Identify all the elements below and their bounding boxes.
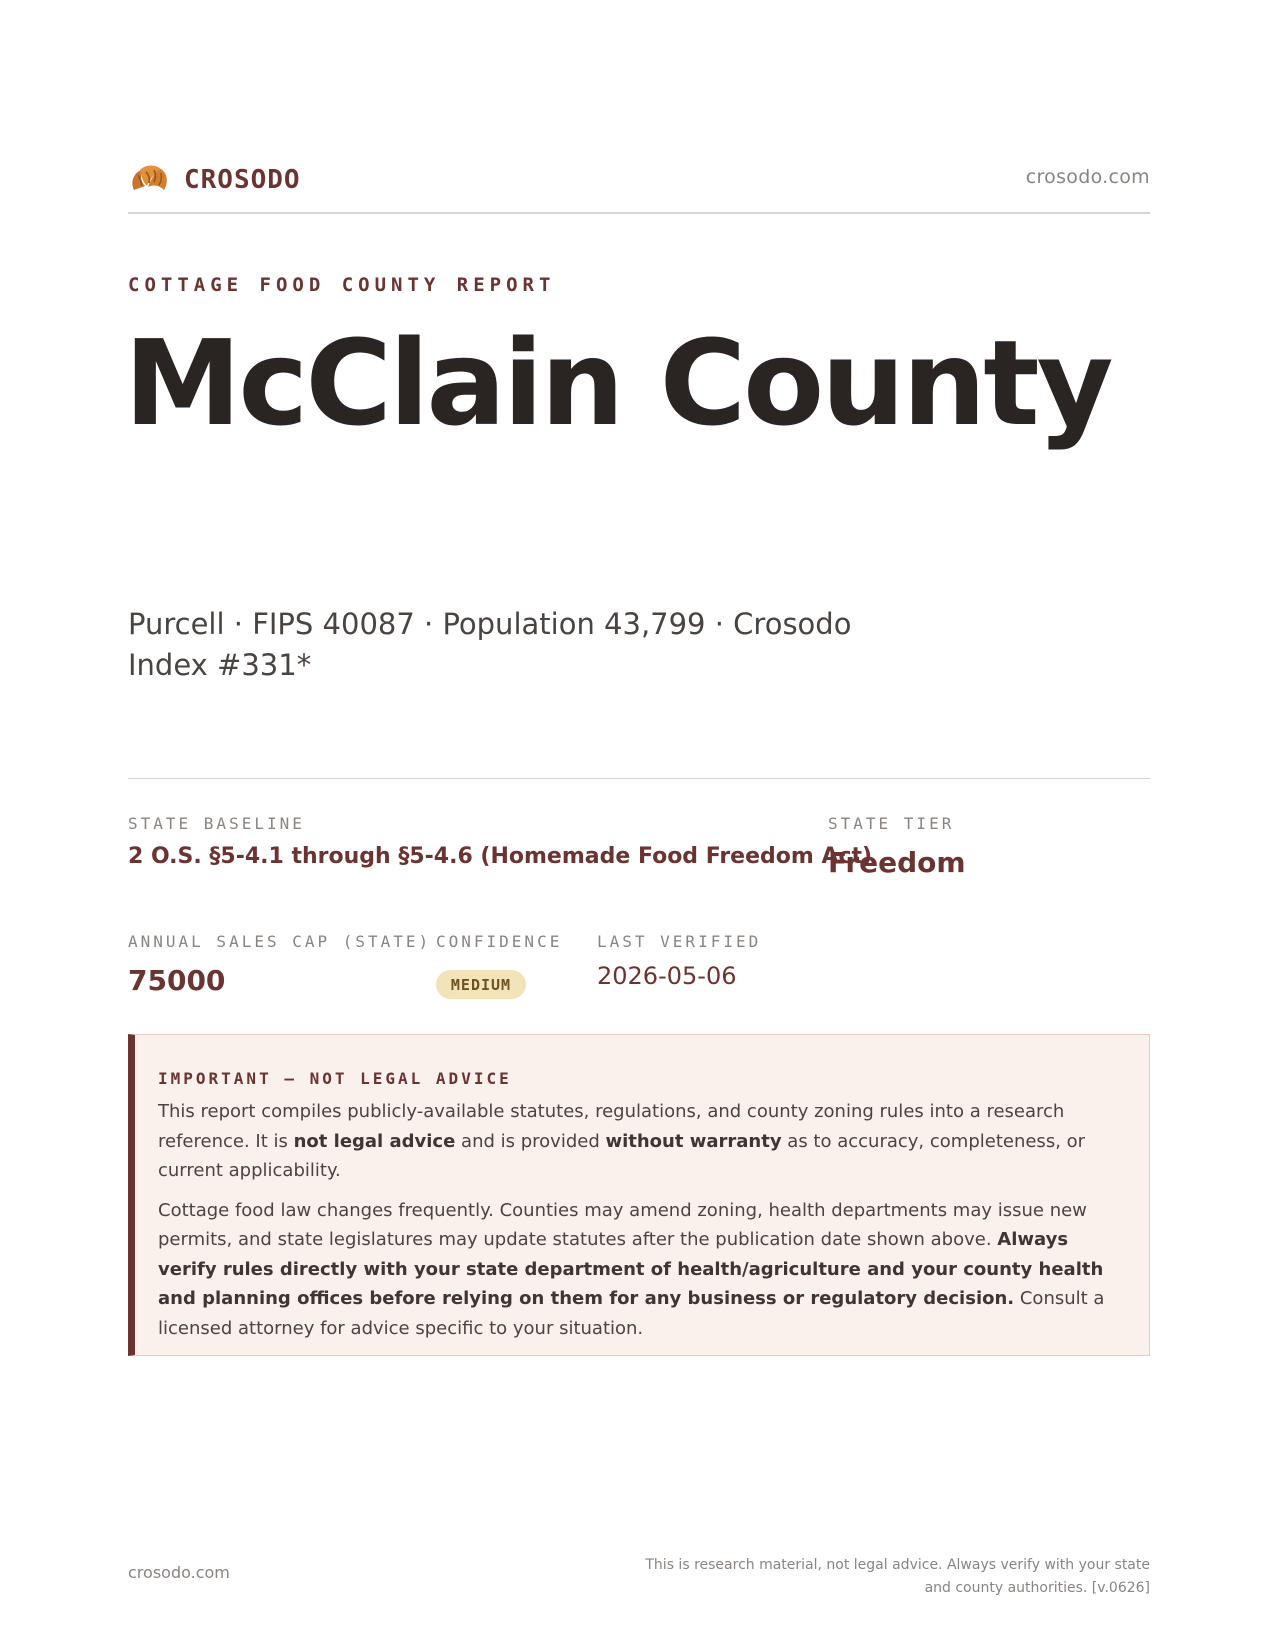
last-verified-value: 2026-05-06 — [597, 962, 737, 990]
brand-name: CROSODO — [184, 165, 301, 195]
sales-cap-label: ANNUAL SALES CAP (STATE) — [128, 932, 432, 951]
notice-heading: IMPORTANT — NOT LEGAL ADVICE — [158, 1069, 512, 1088]
footer-site-link[interactable]: crosodo.com — [128, 1563, 230, 1582]
notice-text: and is provided — [455, 1130, 606, 1152]
notice-text: as to accuracy, completeness, or current applicability. — [158, 1130, 1086, 1181]
state-tier-value: Freedom — [828, 846, 966, 879]
notice-text: Cottage food law changes frequently. Counties may amend zoning, health departments may issue new permits, and state legislatures may update statutes after the publication date shown above. — [158, 1199, 1087, 1250]
sales-cap-value: 75000 — [128, 964, 226, 997]
report-eyebrow: COTTAGE FOOD COUNTY REPORT — [128, 274, 556, 296]
state-baseline-label: STATE BASELINE — [128, 814, 305, 833]
notice-text: Consult a licensed attorney for advice specific to your situation. — [158, 1288, 1105, 1339]
notice-body — [158, 1089, 1128, 1353]
notice-emphasis: without warranty — [605, 1130, 782, 1152]
footer-disclaimer-line: This is research material, not legal advice. Always verify with your state — [645, 1557, 1150, 1573]
section-divider — [128, 778, 1150, 779]
county-title: McClain County — [124, 314, 1111, 452]
header-site-link[interactable]: crosodo.com — [1025, 166, 1150, 188]
last-verified-label: LAST VERIFIED — [597, 932, 762, 951]
footer-disclaimer — [630, 1554, 1150, 1600]
county-subtitle: Purcell · FIPS 40087 · Population 43,799 · Crosodo Index #331* — [128, 607, 852, 682]
legal-notice — [128, 1034, 1150, 1356]
notice-text: This report compiles publicly-available statutes, regulations, and county zoning rules into a research reference. It is — [158, 1101, 1065, 1152]
state-tier-label: STATE TIER — [828, 814, 955, 833]
croissant-icon — [128, 160, 170, 200]
notice-paragraph-2 — [158, 1196, 1128, 1344]
confidence-label: CONFIDENCE — [436, 932, 563, 951]
brand[interactable] — [128, 160, 301, 200]
state-baseline-value: 2 O.S. §5-4.1 through §5-4.6 (Homemade Food Freedom Act) — [128, 844, 873, 869]
notice-emphasis: not legal advice — [293, 1130, 456, 1152]
notice-paragraph-1 — [158, 1097, 1128, 1186]
report-page — [124, 0, 1150, 1650]
confidence-badge: MEDIUM — [436, 970, 526, 999]
footer-disclaimer-line: and county authorities. [v.0626] — [924, 1580, 1150, 1596]
page-header — [128, 160, 1150, 214]
notice-emphasis: Always verify rules directly with your state department of health/agriculture and your county health and planning offices before relying on them for any business or regulatory decision. — [158, 1229, 1104, 1309]
